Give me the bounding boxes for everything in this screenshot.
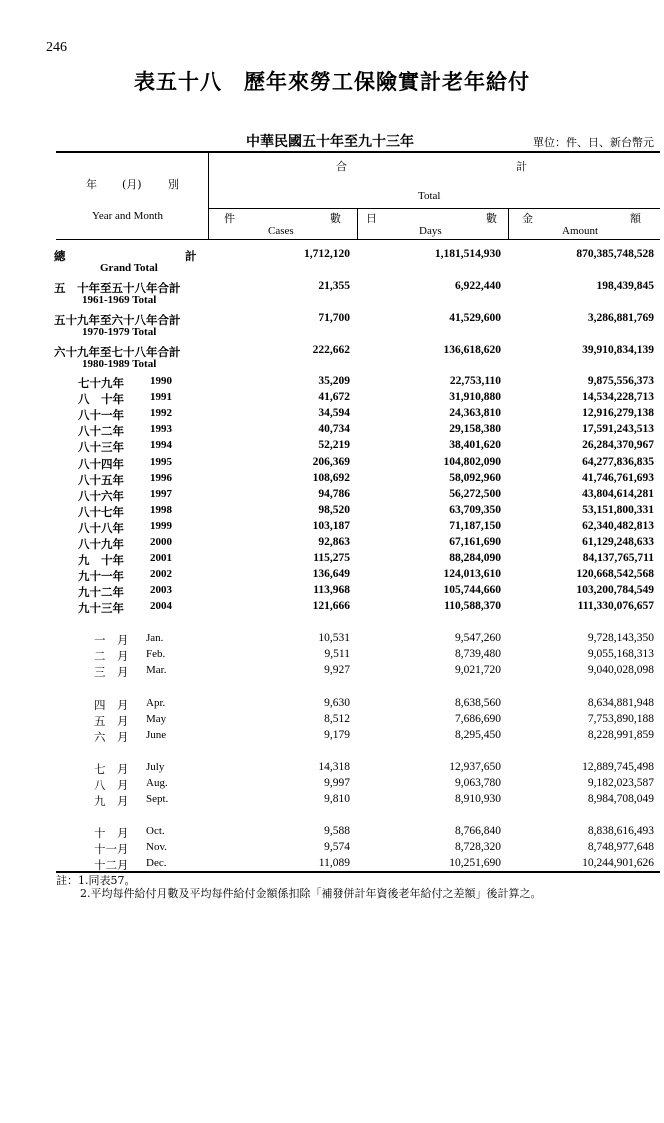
amount-value: 17,591,243,513 [582,423,654,436]
cases-value: 9,997 [324,777,350,789]
cases-value: 52,219 [318,439,350,452]
amount-value: 9,055,168,313 [587,648,654,660]
row-label-en: 1997 [150,487,172,500]
cases-value: 94,786 [318,487,350,500]
row-label-zh: 八十一年 [78,410,124,423]
amount-value: 8,838,616,493 [587,825,654,837]
row-label-en: Mar. [146,664,167,676]
cases-value: 9,927 [324,664,350,676]
row-label-en: 1970-1979 Total [82,326,157,338]
row-label-zh: 七十九年 [78,378,124,390]
row-label-en: Oct. [146,825,165,837]
days-value: 22,753,110 [449,375,501,387]
row-label-zh: 八十六年 [78,490,124,503]
cases-value: 9,574 [324,841,350,853]
amount-value: 8,228,991,859 [587,729,654,741]
table-row [0,423,664,439]
row-label-zh: 八十四年 [78,458,124,471]
days-value: 38,401,620 [449,439,501,452]
header-year-zh-1: 年 [86,178,97,191]
table-row [0,391,664,407]
amount-value: 8,748,977,648 [587,841,654,853]
cases-value: 98,520 [318,503,350,516]
row-label-zh: 七 月 [94,764,129,776]
cases-value: 9,588 [324,825,350,837]
row-label-zh: 八十七年 [78,506,124,519]
table-row [0,488,664,504]
days-value: 9,063,780 [455,777,501,789]
days-value: 58,092,960 [449,471,501,484]
unit-label: 單位：件、日、新台幣元 [533,136,654,149]
amount-value: 10,244,901,626 [582,857,654,869]
days-value: 71,187,150 [449,519,501,532]
days-value: 9,021,720 [455,664,501,676]
row-label-zh: 十一月 [94,844,129,856]
table-row [0,664,664,680]
row-label-en: Jan. [146,632,164,644]
cases-value: 14,318 [318,761,350,773]
header-year-en: Year and Month [92,210,163,222]
amount-value: 9,728,143,350 [587,632,654,644]
cases-value: 21,355 [318,280,350,292]
row-label-en: 2002 [150,568,172,581]
header-vertical-rule-2 [357,209,358,239]
footnote-2: 2.平均每件給付月數及平均每件給付金額係扣除「補發併計年資後老年給付之差額」後計算之。 [80,887,542,900]
cases-value: 9,511 [324,648,350,660]
amount-value: 41,746,761,693 [582,471,654,484]
days-value: 124,013,610 [443,568,501,581]
row-label-zh: 十 月 [94,828,129,840]
row-label-zh: 十二月 [94,860,129,872]
table-row [0,375,664,391]
row-label-en: Apr. [146,697,166,709]
row-label-en: 2003 [150,584,172,597]
cases-value: 41,672 [318,391,350,404]
row-label-en: 2000 [150,536,172,548]
amount-value: 8,984,708,049 [587,793,654,805]
amount-value: 14,534,228,713 [582,391,654,404]
footnotes [56,874,542,900]
table-row [0,472,664,488]
days-value: 56,272,500 [449,487,501,500]
table-row [0,648,664,664]
header-days-zh-1: 日 [366,212,377,225]
cases-value: 113,968 [313,584,350,597]
days-value: 29,158,380 [449,423,501,436]
header-amount-en: Amount [562,225,599,237]
amount-value: 43,804,614,281 [582,487,654,500]
table-row [0,504,664,520]
row-label-zh: 五 月 [94,716,129,728]
days-value: 8,739,480 [455,648,501,660]
cases-value: 103,187 [312,519,350,532]
cases-value: 121,666 [312,600,350,613]
amount-value: 53,151,800,331 [582,503,654,516]
days-value: 8,728,320 [455,841,501,853]
row-label-zh: 八 十年 [78,394,124,407]
header-amount-zh-2: 額 [630,212,641,225]
days-value: 88,284,090 [449,552,501,565]
row-label-zh: 二 月 [94,651,129,663]
row-label-en: Grand Total [100,262,158,274]
header-amount-zh-1: 金 [522,212,533,225]
page-title: 表五十八 歷年來勞工保險實計老年給付 [134,69,530,94]
row-label-zh: 一 月 [94,635,129,647]
header-cases-zh-2: 數 [330,212,341,225]
table-row [0,825,664,841]
header-cases-zh-1: 件 [224,212,235,225]
amount-value: 39,910,834,139 [582,344,654,356]
row-label-en: 1980-1989 Total [82,358,157,370]
row-label-zh: 九十一年 [78,571,124,584]
cases-value: 40,734 [318,423,350,436]
table-top-rule [56,151,660,153]
cases-value: 10,531 [318,632,350,644]
table-row [0,552,664,568]
table-row [0,439,664,455]
days-value: 9,547,260 [455,632,501,644]
header-bottom-rule [56,239,660,240]
table-row [0,600,664,616]
days-value: 110,588,370 [444,600,501,613]
row-label-en: 1994 [150,439,172,452]
table-row [0,584,664,600]
table-row [0,632,664,648]
amount-value: 111,330,076,657 [577,600,654,613]
footnote-1: 註：1.同表57。 [56,874,136,887]
days-value: 8,910,930 [455,793,501,805]
row-label-zh: 九十二年 [78,587,124,600]
amount-value: 12,889,745,498 [582,761,654,773]
table-row [0,777,664,793]
row-label-zh: 八十九年 [78,539,124,551]
cases-value: 9,810 [324,793,350,805]
days-value: 8,638,560 [455,697,501,709]
row-label-zh: 八十八年 [78,522,124,535]
row-label-en: July [146,761,165,773]
amount-value: 3,286,881,769 [587,312,654,324]
amount-value: 9,875,556,373 [587,375,654,387]
table-row [0,568,664,584]
cases-value: 35,209 [318,375,350,387]
days-value: 24,363,810 [449,407,501,420]
cases-value: 9,630 [324,697,350,709]
amount-value: 12,916,279,138 [582,407,654,420]
row-label-en: 1996 [150,471,172,484]
days-value: 67,161,690 [449,536,501,548]
table-row [0,729,664,745]
amount-value: 61,129,248,633 [582,536,654,548]
cases-value: 71,700 [318,312,350,324]
row-label-en: 1991 [150,391,172,404]
table-row [0,713,664,729]
days-value: 31,910,880 [449,391,501,404]
row-label-zh: 八十五年 [78,474,124,487]
row-label-en: 2001 [150,552,172,565]
period-label: 中華民國五十年至九十三年 [246,134,414,150]
cases-value: 206,369 [312,455,350,468]
days-value: 104,802,090 [443,455,501,468]
row-label-en: Dec. [146,857,167,869]
cases-value: 34,594 [318,407,350,420]
row-label-en: 2004 [150,600,172,613]
row-label-en: 1990 [150,375,172,387]
cases-value: 136,649 [312,568,350,581]
row-label-zh: 八十三年 [78,442,124,455]
amount-value: 9,182,023,587 [587,777,654,789]
days-value: 10,251,690 [449,857,501,869]
cases-value: 8,512 [324,713,350,725]
row-label-zh: 總 [54,251,66,263]
header-vertical-rule-3 [508,209,509,239]
cases-value: 108,692 [312,471,350,484]
cases-value: 11,089 [318,857,350,869]
header-vertical-rule-1 [208,153,209,239]
row-label-en: 1961-1969 Total [82,294,157,306]
row-label-zh: 八十二年 [78,426,124,439]
days-value: 6,922,440 [455,280,501,292]
header-days-en: Days [419,225,442,237]
row-label-en: Feb. [146,648,166,660]
header-total-en: Total [418,190,441,202]
row-label-zh: 五 十年至五十八年合計 [54,283,181,295]
row-label-zh: 六十九年至七十八年合計 [54,347,181,359]
amount-value: 84,137,765,711 [582,552,654,565]
row-label-en: May [146,713,167,725]
days-value: 12,937,650 [449,761,501,773]
days-value: 7,686,690 [455,713,501,725]
amount-value: 103,200,784,549 [576,584,654,597]
table-row [0,536,664,552]
header-days-zh-2: 數 [486,212,497,225]
days-value: 105,744,660 [443,584,501,597]
header-mid-rule [208,208,660,209]
amount-value: 8,634,881,948 [587,697,654,709]
row-label-en: 1999 [150,519,172,532]
days-value: 136,618,620 [443,344,501,356]
header-year-zh-3: 別 [168,178,179,191]
days-value: 63,709,350 [449,503,501,516]
row-label-zh: 六 月 [94,732,129,744]
row-label-zh: 八 月 [94,780,129,792]
header-cases-en: Cases [268,225,294,237]
row-label-zh: 九 月 [94,796,129,808]
cases-value: 222,662 [312,344,350,356]
amount-value: 7,753,890,188 [587,713,654,725]
table-row [0,857,664,873]
table-row [0,520,664,536]
row-label-zh-end: 計 [185,251,197,263]
amount-value: 870,385,748,528 [576,248,654,260]
table-row [0,407,664,423]
row-label-zh: 九十三年 [78,603,124,616]
row-label-en: 1995 [150,455,172,468]
row-label-en: 1993 [150,423,172,436]
table-row [0,456,664,472]
cases-value: 9,179 [324,729,350,741]
header-year-zh-2: (月) [122,178,142,191]
row-label-en: June [146,729,167,741]
table-row [0,841,664,857]
row-label-zh: 四 月 [94,700,129,712]
cases-value: 115,275 [313,552,350,565]
row-label-zh: 五十九年至六十八年合計 [54,315,181,327]
row-label-en: Sept. [146,793,169,805]
page-number: 246 [46,40,67,55]
days-value: 41,529,600 [449,312,501,324]
header-total-zh-1: 合 [336,160,347,173]
amount-value: 62,340,482,813 [582,519,654,532]
amount-value: 198,439,845 [596,280,654,292]
table-row [0,761,664,777]
cases-value: 92,863 [318,536,350,548]
row-label-en: Aug. [146,777,168,789]
amount-value: 26,284,370,967 [582,439,654,452]
table-row [0,793,664,809]
row-label-zh: 九 十年 [78,555,124,568]
row-label-en: 1992 [150,407,172,420]
days-value: 1,181,514,930 [434,248,501,260]
amount-value: 9,040,028,098 [587,664,654,676]
cases-value: 1,712,120 [304,248,350,260]
days-value: 8,766,840 [455,825,501,837]
amount-value: 64,277,836,835 [582,455,654,468]
days-value: 8,295,450 [455,729,501,741]
row-label-en: 1998 [150,503,172,516]
row-label-en: Nov. [146,841,167,853]
row-label-zh: 三 月 [94,667,129,679]
header-total-zh-2: 計 [516,160,527,173]
amount-value: 120,668,542,568 [576,568,654,581]
table-row [0,697,664,713]
